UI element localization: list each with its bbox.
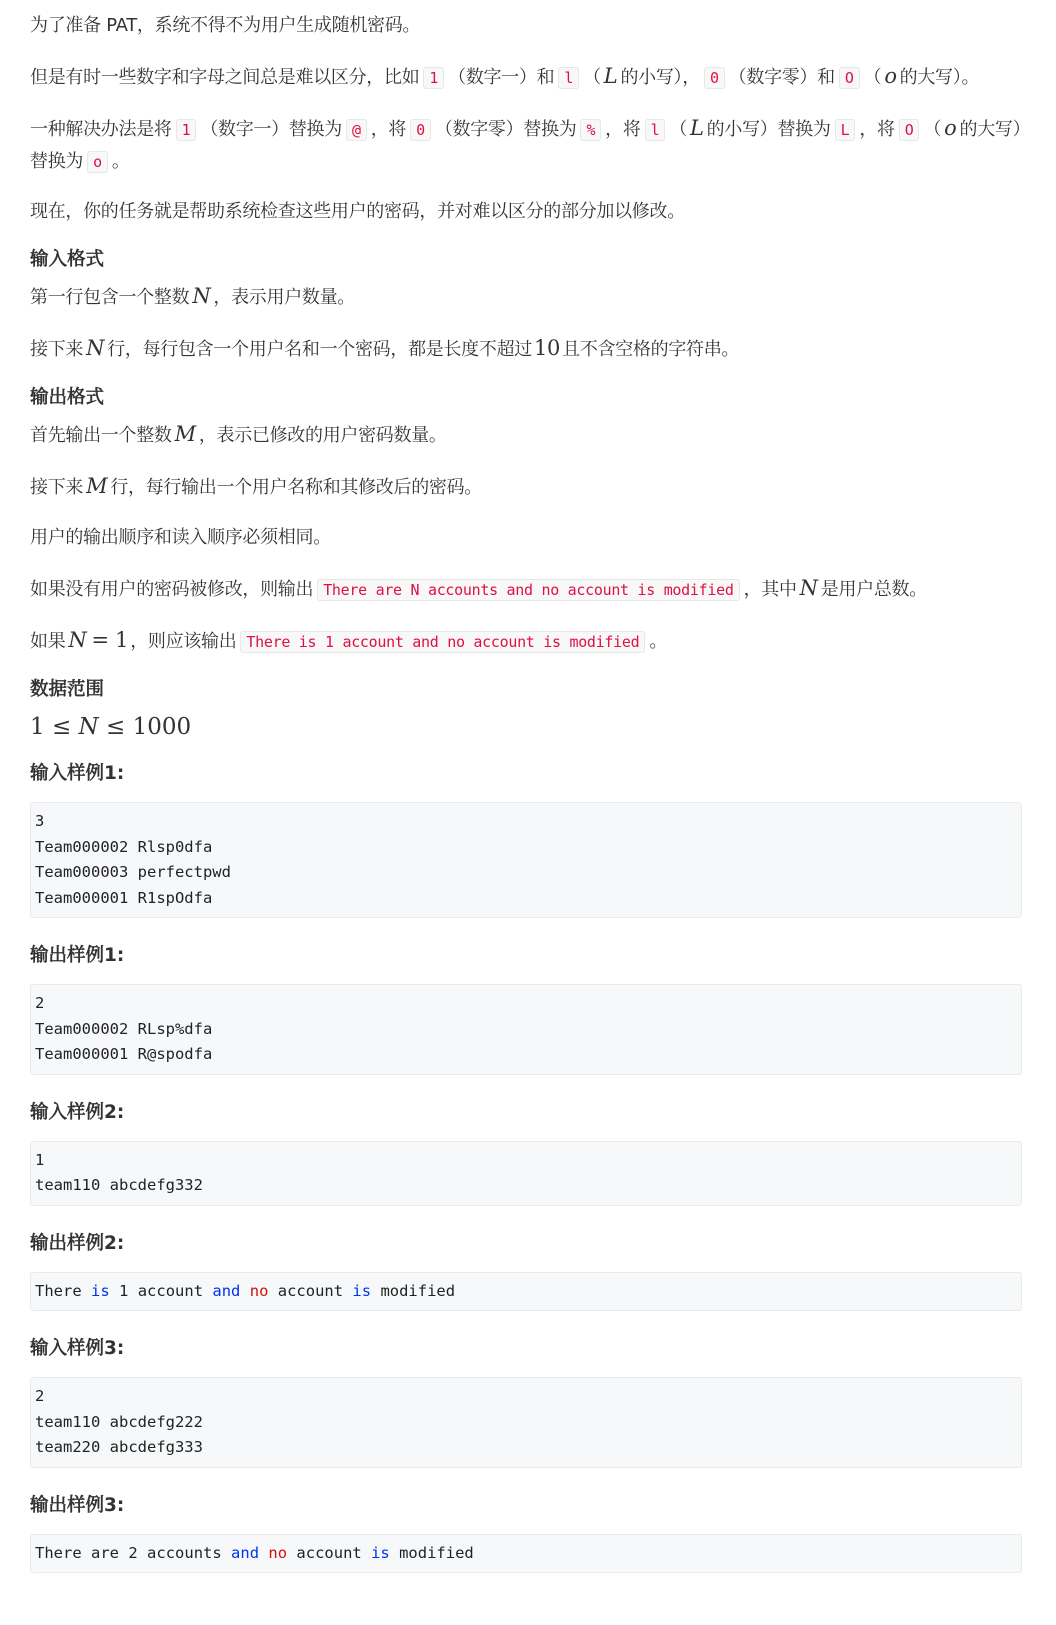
text-segment: 。	[649, 631, 668, 652]
math-variable: o	[884, 64, 897, 88]
code-line: Team000002 Rlsp0dfa	[35, 837, 213, 856]
range-var: N	[78, 714, 99, 740]
samples-section	[30, 760, 1026, 1573]
code-token: and	[231, 1543, 260, 1562]
sample-heading: 输入样例3:	[30, 1338, 125, 1359]
code-token: is	[371, 1543, 390, 1562]
inline-code: 0	[410, 119, 431, 141]
code-line: team110 abcdefg222	[35, 1412, 203, 1431]
paragraph	[30, 522, 1026, 554]
math-variable: N	[192, 284, 211, 308]
inline-code: There is 1 account and no account is modified	[240, 631, 645, 653]
math-number: = 1	[91, 628, 129, 652]
paragraph	[30, 418, 1026, 452]
paragraph	[30, 624, 1026, 658]
text-segment: （	[583, 67, 601, 88]
text-segment: 用户的输出顺序和读入顺序必须相同。	[30, 527, 331, 548]
code-line: team110 abcdefg332	[35, 1176, 203, 1194]
text-segment: ，将	[370, 119, 407, 140]
text-segment: 的大写）。	[899, 67, 980, 88]
code-token: modified	[380, 1281, 456, 1300]
paragraph	[30, 572, 1026, 606]
text-segment: （	[863, 67, 882, 88]
text-segment: 行，每行包含一个用户名和一个密码，都是长度不超过	[107, 339, 532, 360]
code-line: Team000001 R1spOdfa	[35, 888, 213, 907]
math-variable: L	[603, 64, 618, 88]
math-variable: M	[174, 422, 196, 446]
range-lo: 1	[30, 714, 45, 740]
text-segment: （数字一）替换为	[200, 119, 342, 140]
paragraph	[30, 112, 1026, 178]
text-segment: ，其中	[743, 579, 797, 600]
text-segment: 但是有时一些数字和字母之间总是难以区分，比如	[30, 67, 420, 88]
text-segment: 。	[111, 151, 130, 172]
code-token: are	[91, 1543, 120, 1562]
sample-heading: 输入样例2:	[30, 1101, 125, 1123]
code-line: 2	[35, 1387, 45, 1405]
range-formula	[30, 710, 1026, 744]
text-segment: 的小写），	[620, 67, 700, 88]
math-variable: N	[68, 628, 87, 652]
text-segment: 的大写）替换为	[30, 119, 1022, 172]
text-segment: 一种解决办法是将	[30, 119, 172, 140]
inline-code: O	[839, 67, 860, 89]
sample-code-block	[30, 802, 1022, 918]
math-variable: N	[86, 336, 105, 360]
text-segment: 接下来	[30, 477, 84, 498]
range-op: ≤	[105, 714, 126, 740]
inline-code: o	[87, 151, 108, 173]
input-format-heading: 输入格式	[30, 249, 105, 270]
sample-code-block	[30, 1377, 1022, 1468]
inline-code: 1	[423, 67, 444, 89]
output-format-heading: 输出格式	[30, 387, 105, 408]
code-token: account	[277, 1281, 344, 1300]
inline-code: %	[580, 119, 601, 141]
range-heading: 数据范围	[30, 679, 105, 700]
math-variable: L	[690, 116, 704, 140]
text-segment: （数字零）和	[728, 67, 835, 88]
sample-code-block	[30, 1141, 1022, 1206]
sample-heading: 输出样例1:	[30, 945, 125, 966]
inline-code: l	[645, 119, 666, 141]
inline-code: l	[558, 67, 579, 89]
text-segment: ，表示用户数量。	[213, 287, 355, 308]
paragraph	[30, 332, 1026, 366]
code-token: There	[35, 1281, 82, 1300]
paragraph	[30, 280, 1026, 314]
range-hi: 1000	[132, 714, 192, 740]
sample-code-block	[30, 1534, 1022, 1574]
inline-code: L	[835, 119, 856, 141]
code-token: is	[91, 1281, 110, 1300]
intro-section	[30, 10, 1026, 228]
inline-code: O	[899, 119, 920, 141]
range-op: ≤	[51, 714, 72, 740]
code-line: 2	[35, 994, 45, 1012]
inline-code: There are N accounts and no account is modified	[317, 579, 739, 601]
paragraph	[30, 470, 1026, 504]
paragraph	[30, 196, 1026, 228]
text-segment: 行，每行输出一个用户名称和其修改后的密码。	[110, 477, 483, 498]
paragraph	[30, 60, 1026, 94]
text-segment: 如果没有用户的密码被修改，则输出	[30, 579, 314, 600]
text-segment: 且不含空格的字符串。	[562, 339, 740, 360]
output-format-section	[30, 418, 1026, 658]
math-variable: M	[86, 474, 108, 498]
text-segment: 首先输出一个整数	[30, 425, 172, 446]
code-line: Team000002 RLsp%dfa	[35, 1019, 213, 1038]
code-token: account	[137, 1281, 204, 1300]
sample-code-block	[30, 984, 1022, 1075]
sample-code-block	[30, 1272, 1022, 1312]
text-segment: （数字一）和	[448, 67, 555, 88]
code-line: team220 abcdefg333	[35, 1438, 203, 1456]
code-token: no	[268, 1543, 288, 1562]
text-segment: ，表示已修改的用户密码数量。	[198, 425, 447, 446]
text-segment: 第一行包含一个整数	[30, 287, 190, 308]
sample-heading: 输入样例1:	[30, 763, 125, 784]
text-segment: 是用户总数。	[820, 579, 927, 600]
code-token: account	[296, 1543, 362, 1562]
code-line: 3	[35, 812, 45, 830]
math-variable: o	[944, 116, 957, 140]
code-token: modified	[399, 1543, 474, 1562]
math-number: 10	[534, 336, 561, 360]
code-token: There	[35, 1543, 82, 1562]
code-token: 2	[128, 1543, 138, 1562]
math-variable: N	[799, 576, 818, 600]
text-segment: ，将	[605, 119, 641, 140]
code-token: and	[212, 1281, 241, 1300]
text-segment: 现在，你的任务就是帮助系统检查这些用户的密码，并对难以区分的部分加以修改。	[30, 201, 685, 222]
sample-heading: 输出样例3:	[30, 1494, 125, 1516]
text-segment: ，将	[859, 119, 895, 140]
code-token: accounts	[147, 1543, 222, 1562]
paragraph	[30, 10, 1026, 42]
code-token: 1	[119, 1281, 129, 1300]
code-line: Team000003 perfectpwd	[35, 863, 231, 881]
inline-code: 1	[176, 119, 197, 141]
inline-code: @	[346, 119, 367, 141]
code-line: Team000001 R@spodfa	[35, 1045, 213, 1063]
input-format-section	[30, 280, 1026, 366]
inline-code: 0	[704, 67, 725, 89]
code-line: 1	[35, 1150, 45, 1169]
text-segment: 的小写）替换为	[706, 119, 831, 140]
sample-heading: 输出样例2:	[30, 1232, 125, 1254]
text-segment: 接下来	[30, 339, 84, 360]
text-segment: （数字零）替换为	[434, 119, 577, 140]
code-token: is	[352, 1281, 372, 1300]
text-segment: 为了准备 PAT，系统不得不为用户生成随机密码。	[30, 15, 421, 36]
text-segment: 如果	[30, 631, 66, 652]
text-segment: （	[923, 119, 942, 140]
code-token: no	[249, 1281, 269, 1300]
text-segment: （	[669, 119, 688, 140]
text-segment: ，则应该输出	[130, 631, 237, 652]
